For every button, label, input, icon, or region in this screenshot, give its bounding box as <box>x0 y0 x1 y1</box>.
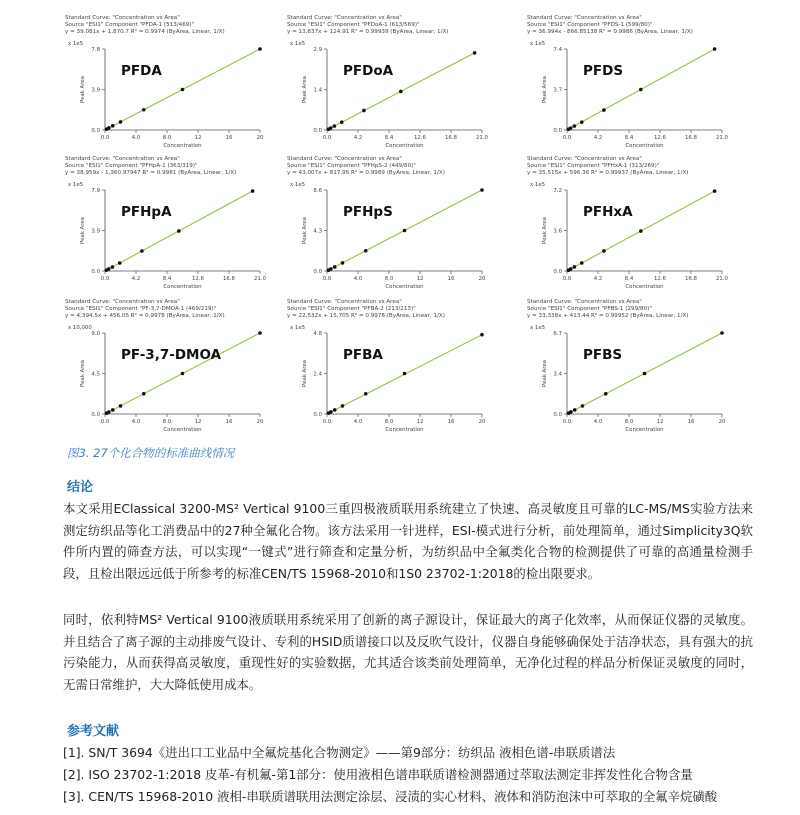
y-axis-label: Peak Area <box>302 76 308 103</box>
x-axis-label: Concentration <box>625 284 664 290</box>
compound-label: PFDA <box>121 63 162 79</box>
x-tick-label: 12 <box>656 419 664 425</box>
y-scale-label: x 1e5 <box>68 41 84 47</box>
reference-item-3: [3]. CEN/TS 15968-2010 液相-串联质谱联用法测定涂层、浸渍的实心材料、液体和消防泡沫中可萃取的全氟辛烷磺酸 <box>63 789 718 804</box>
y-scale-label: x 1e5 <box>530 325 546 331</box>
data-point <box>720 331 724 335</box>
x-tick-label: 12.6 <box>413 135 427 141</box>
chart-source: Source "ESI1" Component "PFDA-1 (513/469)" <box>65 22 195 28</box>
chart-title: Standard Curve: "Concentration vs Area" <box>527 299 642 305</box>
chart-source: Source "ESI1" Component "PFHpS-2 (449/80)" <box>287 163 416 169</box>
references-list <box>63 742 763 808</box>
data-point <box>364 249 368 253</box>
x-tick-label: 20 <box>256 135 264 141</box>
y-tick-label: 6.7 <box>553 331 562 337</box>
y-tick-label: 9.0 <box>91 331 100 337</box>
x-tick-label: 0.0 <box>100 276 110 282</box>
y-tick-label: 2.9 <box>313 47 322 53</box>
x-tick-label: 4.2 <box>353 135 363 141</box>
x-tick-label: 21.0 <box>253 276 267 282</box>
x-tick-label: 16.8 <box>684 276 698 282</box>
data-point <box>111 124 115 128</box>
y-tick-label: 7.2 <box>553 188 562 194</box>
x-tick-label: 4.0 <box>131 419 141 425</box>
x-axis-label: Concentration <box>163 284 202 290</box>
reference-item-2: [2]. ISO 23702-1:2018 皮革-有机氟-第1部分：使用液相色谱串联质谱检测器通过萃取法测定非挥发性化合物含量 <box>63 767 693 782</box>
y-tick-label: 0.0 <box>91 128 100 134</box>
x-tick-label: 0.0 <box>562 276 572 282</box>
x-tick-label: 8.0 <box>162 419 172 425</box>
x-tick-label: 20 <box>718 419 726 425</box>
y-scale-label: x 1e5 <box>290 182 306 188</box>
calibration-chart-pfhpa <box>65 153 270 291</box>
chart-title: Standard Curve: "Concentration vs Area" <box>65 156 180 162</box>
data-point <box>251 189 255 193</box>
x-tick-label: 0.0 <box>322 419 332 425</box>
y-axis-label: Peak Area <box>302 360 308 387</box>
data-point <box>329 267 333 271</box>
y-axis-label: Peak Area <box>80 217 86 244</box>
data-point <box>581 404 585 408</box>
data-point <box>119 404 123 408</box>
y-axis-label: Peak Area <box>302 217 308 244</box>
calibration-chart-pfda <box>65 12 270 150</box>
data-point <box>333 265 337 269</box>
y-tick-label: 4.3 <box>313 228 322 235</box>
data-point <box>713 189 717 193</box>
data-point <box>142 108 146 112</box>
x-tick-label: 0.0 <box>562 419 572 425</box>
chart-equation: y = 13,637x + 124.91 R² = 0.99939 (ByArea, Linear, 1/X) <box>287 29 449 35</box>
chart-title: Standard Curve: "Concentration vs Area" <box>65 299 180 305</box>
x-tick-label: 16 <box>687 419 695 425</box>
x-tick-label: 8.4 <box>624 135 634 141</box>
x-tick-label: 0.0 <box>100 419 110 425</box>
data-point <box>573 408 577 412</box>
y-axis-label: Peak Area <box>80 76 86 103</box>
reference-item-1: [1]. SN/T 3694《进出口工业品中全氟烷基化合物测定》——第9部分：纺织品 液相色谱-串联质谱法 <box>63 745 616 760</box>
x-tick-label: 8.0 <box>162 135 172 141</box>
x-tick-label: 8.0 <box>384 419 394 425</box>
compound-label: PFHpS <box>343 204 393 220</box>
x-tick-label: 0.0 <box>562 135 572 141</box>
x-tick-label: 16 <box>447 276 455 282</box>
data-point <box>329 410 333 414</box>
calibration-chart-pfbs <box>527 296 732 434</box>
y-axis-label: Peak Area <box>542 76 548 103</box>
x-axis-label: Concentration <box>625 143 664 149</box>
chart-title: Standard Curve: "Concentration vs Area" <box>287 299 402 305</box>
x-tick-label: 8.4 <box>162 276 172 282</box>
x-tick-label: 12 <box>416 419 424 425</box>
x-tick-label: 4.0 <box>593 419 603 425</box>
compound-label: PF-3,7-DMOA <box>121 347 222 363</box>
data-point <box>258 331 262 335</box>
conclusion-paragraph-2: 同时，依利特MS² Vertical 9100液质联用系统采用了创新的离子源设计，保证最大的离子化效率，从而保证仪器的灵敏度。并且结合了离子源的主动排废气设计、专利的HSID质谱接口以及反吹气设计，仪器自身能够确保处于洁净状态，具有强大的抗污染能力，从而获得高灵敏度，重现性好的实验数据，尤其适合该类前处理简单，无净化过程的样品分析保证灵敏度的同时，无需日常维护，大大降低使用成本。 <box>63 612 753 692</box>
chart-source: Source "ESI1" Component "PFHxA-1 (313/269)" <box>527 163 660 169</box>
data-point <box>111 408 115 412</box>
x-axis-label: Concentration <box>163 143 202 149</box>
y-tick-label: 3.7 <box>553 87 562 94</box>
chart-title: Standard Curve: "Concentration vs Area" <box>65 15 180 21</box>
x-axis-label: Concentration <box>625 427 664 433</box>
data-point <box>602 249 606 253</box>
conclusion-paragraph-1: 本文采用EClassical 3200-MS² Vertical 9100三重四极液质联用系统建立了快速、高灵敏度且可靠的LC-MS/MS实验方法来测定纺织品等化工消费品中的27种全氟化合物。该方法采用一针进样，ESI-模式进行分析，前处理简单，通过Simplicity3Q软件所内置的筛查方法，可以实现“一键式”进行筛查和定量分析，为纺织品中全氟类化合物的检测提供了可靠的高通量检测手段，且检出限远远低于所参考的标准CEN/TS 15968-2010和1S0 23702-1:2018的检出限要求。 <box>63 501 753 581</box>
y-scale-label: x 10,000 <box>68 325 92 331</box>
data-point <box>119 120 123 124</box>
figure-caption: 图3. 27个化合物的标准曲线情况 <box>67 446 235 460</box>
y-tick-label: 3.9 <box>91 228 100 235</box>
x-tick-label: 8.0 <box>384 276 394 282</box>
x-tick-label: 16 <box>225 135 233 141</box>
chart-equation: y = 33,338x + 413.44 R² = 0.99952 (ByArea, Linear, 1/X) <box>527 313 689 319</box>
data-point <box>362 109 366 113</box>
x-tick-label: 4.2 <box>593 135 603 141</box>
data-point <box>341 261 345 265</box>
data-point <box>142 392 146 396</box>
y-tick-label: 4.8 <box>313 331 322 337</box>
calibration-chart-pfds <box>527 12 732 150</box>
x-tick-label: 8.4 <box>384 135 394 141</box>
compound-label: PFHpA <box>121 204 172 220</box>
y-tick-label: 4.5 <box>91 371 100 378</box>
x-tick-label: 12 <box>194 419 202 425</box>
x-tick-label: 0.0 <box>100 135 110 141</box>
data-point <box>573 265 577 269</box>
data-point <box>569 410 573 414</box>
data-point <box>643 372 647 376</box>
references-heading: 参考文献 <box>67 724 120 739</box>
data-point <box>473 51 477 55</box>
x-tick-label: 21.0 <box>715 276 729 282</box>
y-axis-label: Peak Area <box>542 217 548 244</box>
y-tick-label: 0.0 <box>553 128 562 134</box>
chart-source: Source "ESI1" Component "PF-3,7-DMOA-1 (469/219)" <box>65 306 217 312</box>
x-axis-label: Concentration <box>385 427 424 433</box>
x-tick-label: 0.0 <box>322 276 332 282</box>
data-point <box>177 229 181 233</box>
chart-equation: y = 4,394.5x + 456.05 R² = 0.9978 (ByArea, Linear, 1/X) <box>65 313 225 319</box>
x-tick-label: 12 <box>194 135 202 141</box>
y-tick-label: 0.0 <box>313 412 322 418</box>
x-tick-label: 20 <box>256 419 264 425</box>
data-point <box>140 249 144 253</box>
y-tick-label: 0.0 <box>313 269 322 275</box>
x-tick-label: 4.0 <box>353 276 363 282</box>
chart-source: Source "ESI1" Component "PFBS-1 (299/80)" <box>527 306 652 312</box>
chart-source: Source "ESI1" Component "PFDoA-1 (613/569)" <box>287 22 420 28</box>
compound-label: PFHxA <box>583 204 633 220</box>
y-tick-label: 8.6 <box>313 188 322 194</box>
data-point <box>111 265 115 269</box>
x-tick-label: 16.8 <box>444 135 458 141</box>
x-axis-label: Concentration <box>163 427 202 433</box>
data-point <box>341 404 345 408</box>
data-point <box>364 392 368 396</box>
data-point <box>333 124 337 128</box>
y-tick-label: 0.0 <box>91 269 100 275</box>
x-axis-label: Concentration <box>385 143 424 149</box>
x-tick-label: 16.8 <box>222 276 236 282</box>
x-tick-label: 20 <box>478 276 486 282</box>
y-tick-label: 3.6 <box>553 228 562 235</box>
x-tick-label: 12.6 <box>653 276 667 282</box>
y-tick-label: 3.4 <box>553 371 562 378</box>
x-tick-label: 4.0 <box>353 419 363 425</box>
y-scale-label: x 1e5 <box>530 182 546 188</box>
x-tick-label: 21.0 <box>475 135 489 141</box>
calibration-chart-pfba <box>287 296 492 434</box>
data-point <box>639 88 643 92</box>
x-tick-label: 16 <box>447 419 455 425</box>
x-tick-label: 12.6 <box>191 276 205 282</box>
y-axis-label: Peak Area <box>542 360 548 387</box>
y-scale-label: x 1e5 <box>68 182 84 188</box>
x-tick-label: 0.0 <box>322 135 332 141</box>
x-tick-label: 4.0 <box>131 135 141 141</box>
data-point <box>118 261 122 265</box>
y-axis-label: Peak Area <box>80 360 86 387</box>
data-point <box>107 126 111 130</box>
conclusion-heading: 结论 <box>67 480 94 495</box>
data-point <box>107 267 111 271</box>
data-point <box>580 120 584 124</box>
chart-equation: y = 36.994x - 866.85138 R² = 0.9986 (ByArea, Linear, 1/X) <box>527 29 693 35</box>
x-tick-label: 4.2 <box>131 276 141 282</box>
chart-equation: y = 35,515x + 596.36 R² = 0.99937 (ByArea, Linear, 1/X) <box>527 170 689 176</box>
y-tick-label: 0.0 <box>553 269 562 275</box>
chart-equation: y = 38,959x - 1,360.97947 R² = 0.9981 (ByArea, Linear, 1/X) <box>65 170 237 176</box>
data-point <box>569 126 573 130</box>
y-tick-label: 7.9 <box>91 188 100 194</box>
data-point <box>403 372 407 376</box>
x-tick-label: 4.2 <box>593 276 603 282</box>
y-scale-label: x 1e5 <box>290 325 306 331</box>
data-point <box>333 408 337 412</box>
calibration-chart-pfdoa <box>287 12 492 150</box>
chart-source: Source "ESI1" Component "PFHpA-1 (363/319)" <box>65 163 198 169</box>
data-point <box>602 108 606 112</box>
data-point <box>107 410 111 414</box>
chart-equation: y = 22,532x + 15,705 R² = 0.9978 (ByArea, Linear, 1/X) <box>287 313 445 319</box>
y-tick-label: 1.4 <box>313 87 322 94</box>
calibration-chart-pfhxa <box>527 153 732 291</box>
chart-title: Standard Curve: "Concentration vs Area" <box>527 15 642 21</box>
x-tick-label: 12.6 <box>653 135 667 141</box>
chart-source: Source "ESI1" Component "PFDS-1 (599/80)" <box>527 22 653 28</box>
data-point <box>569 267 573 271</box>
y-scale-label: x 1e5 <box>290 41 306 47</box>
y-tick-label: 2.4 <box>313 371 322 378</box>
y-tick-label: 0.0 <box>313 128 322 134</box>
x-tick-label: 16 <box>225 419 233 425</box>
data-point <box>329 126 333 130</box>
data-point <box>580 261 584 265</box>
x-tick-label: 21.0 <box>715 135 729 141</box>
data-point <box>403 229 407 233</box>
y-tick-label: 0.0 <box>91 412 100 418</box>
chart-source: Source "ESI1" Component "PFBA-2 (213/213)" <box>287 306 416 312</box>
compound-label: PFBS <box>583 347 623 363</box>
y-tick-label: 3.9 <box>91 87 100 94</box>
x-axis-label: Concentration <box>385 284 424 290</box>
data-point <box>480 333 484 337</box>
data-point <box>340 120 344 124</box>
x-tick-label: 8.0 <box>624 419 634 425</box>
calibration-chart-pfhps <box>287 153 492 291</box>
data-point <box>181 88 185 92</box>
x-tick-label: 20 <box>478 419 486 425</box>
compound-label: PFDoA <box>343 63 394 79</box>
data-point <box>604 392 608 396</box>
chart-equation: y = 39.081x + 1,870.7 R² = 0.9974 (ByArea, Linear, 1/X) <box>65 29 225 35</box>
compound-label: PFDS <box>583 63 624 79</box>
data-point <box>573 124 577 128</box>
x-tick-label: 16.8 <box>684 135 698 141</box>
chart-equation: y = 43,007x + 817.95 R² = 0.9989 (ByArea, Linear, 1/X) <box>287 170 445 176</box>
calibration-chart-pf-3-7-dmoa <box>65 296 270 434</box>
chart-title: Standard Curve: "Concentration vs Area" <box>527 156 642 162</box>
data-point <box>181 372 185 376</box>
data-point <box>480 188 484 192</box>
x-tick-label: 8.4 <box>624 276 634 282</box>
chart-title: Standard Curve: "Concentration vs Area" <box>287 156 402 162</box>
data-point <box>713 47 717 51</box>
compound-label: PFBA <box>343 347 383 363</box>
y-tick-label: 7.8 <box>91 47 100 53</box>
y-tick-label: 7.4 <box>553 47 562 53</box>
data-point <box>258 47 262 51</box>
x-tick-label: 12 <box>416 276 424 282</box>
y-scale-label: x 1e5 <box>530 41 546 47</box>
data-point <box>639 229 643 233</box>
data-point <box>399 90 403 94</box>
chart-title: Standard Curve: "Concentration vs Area" <box>287 15 402 21</box>
y-tick-label: 0.0 <box>553 412 562 418</box>
